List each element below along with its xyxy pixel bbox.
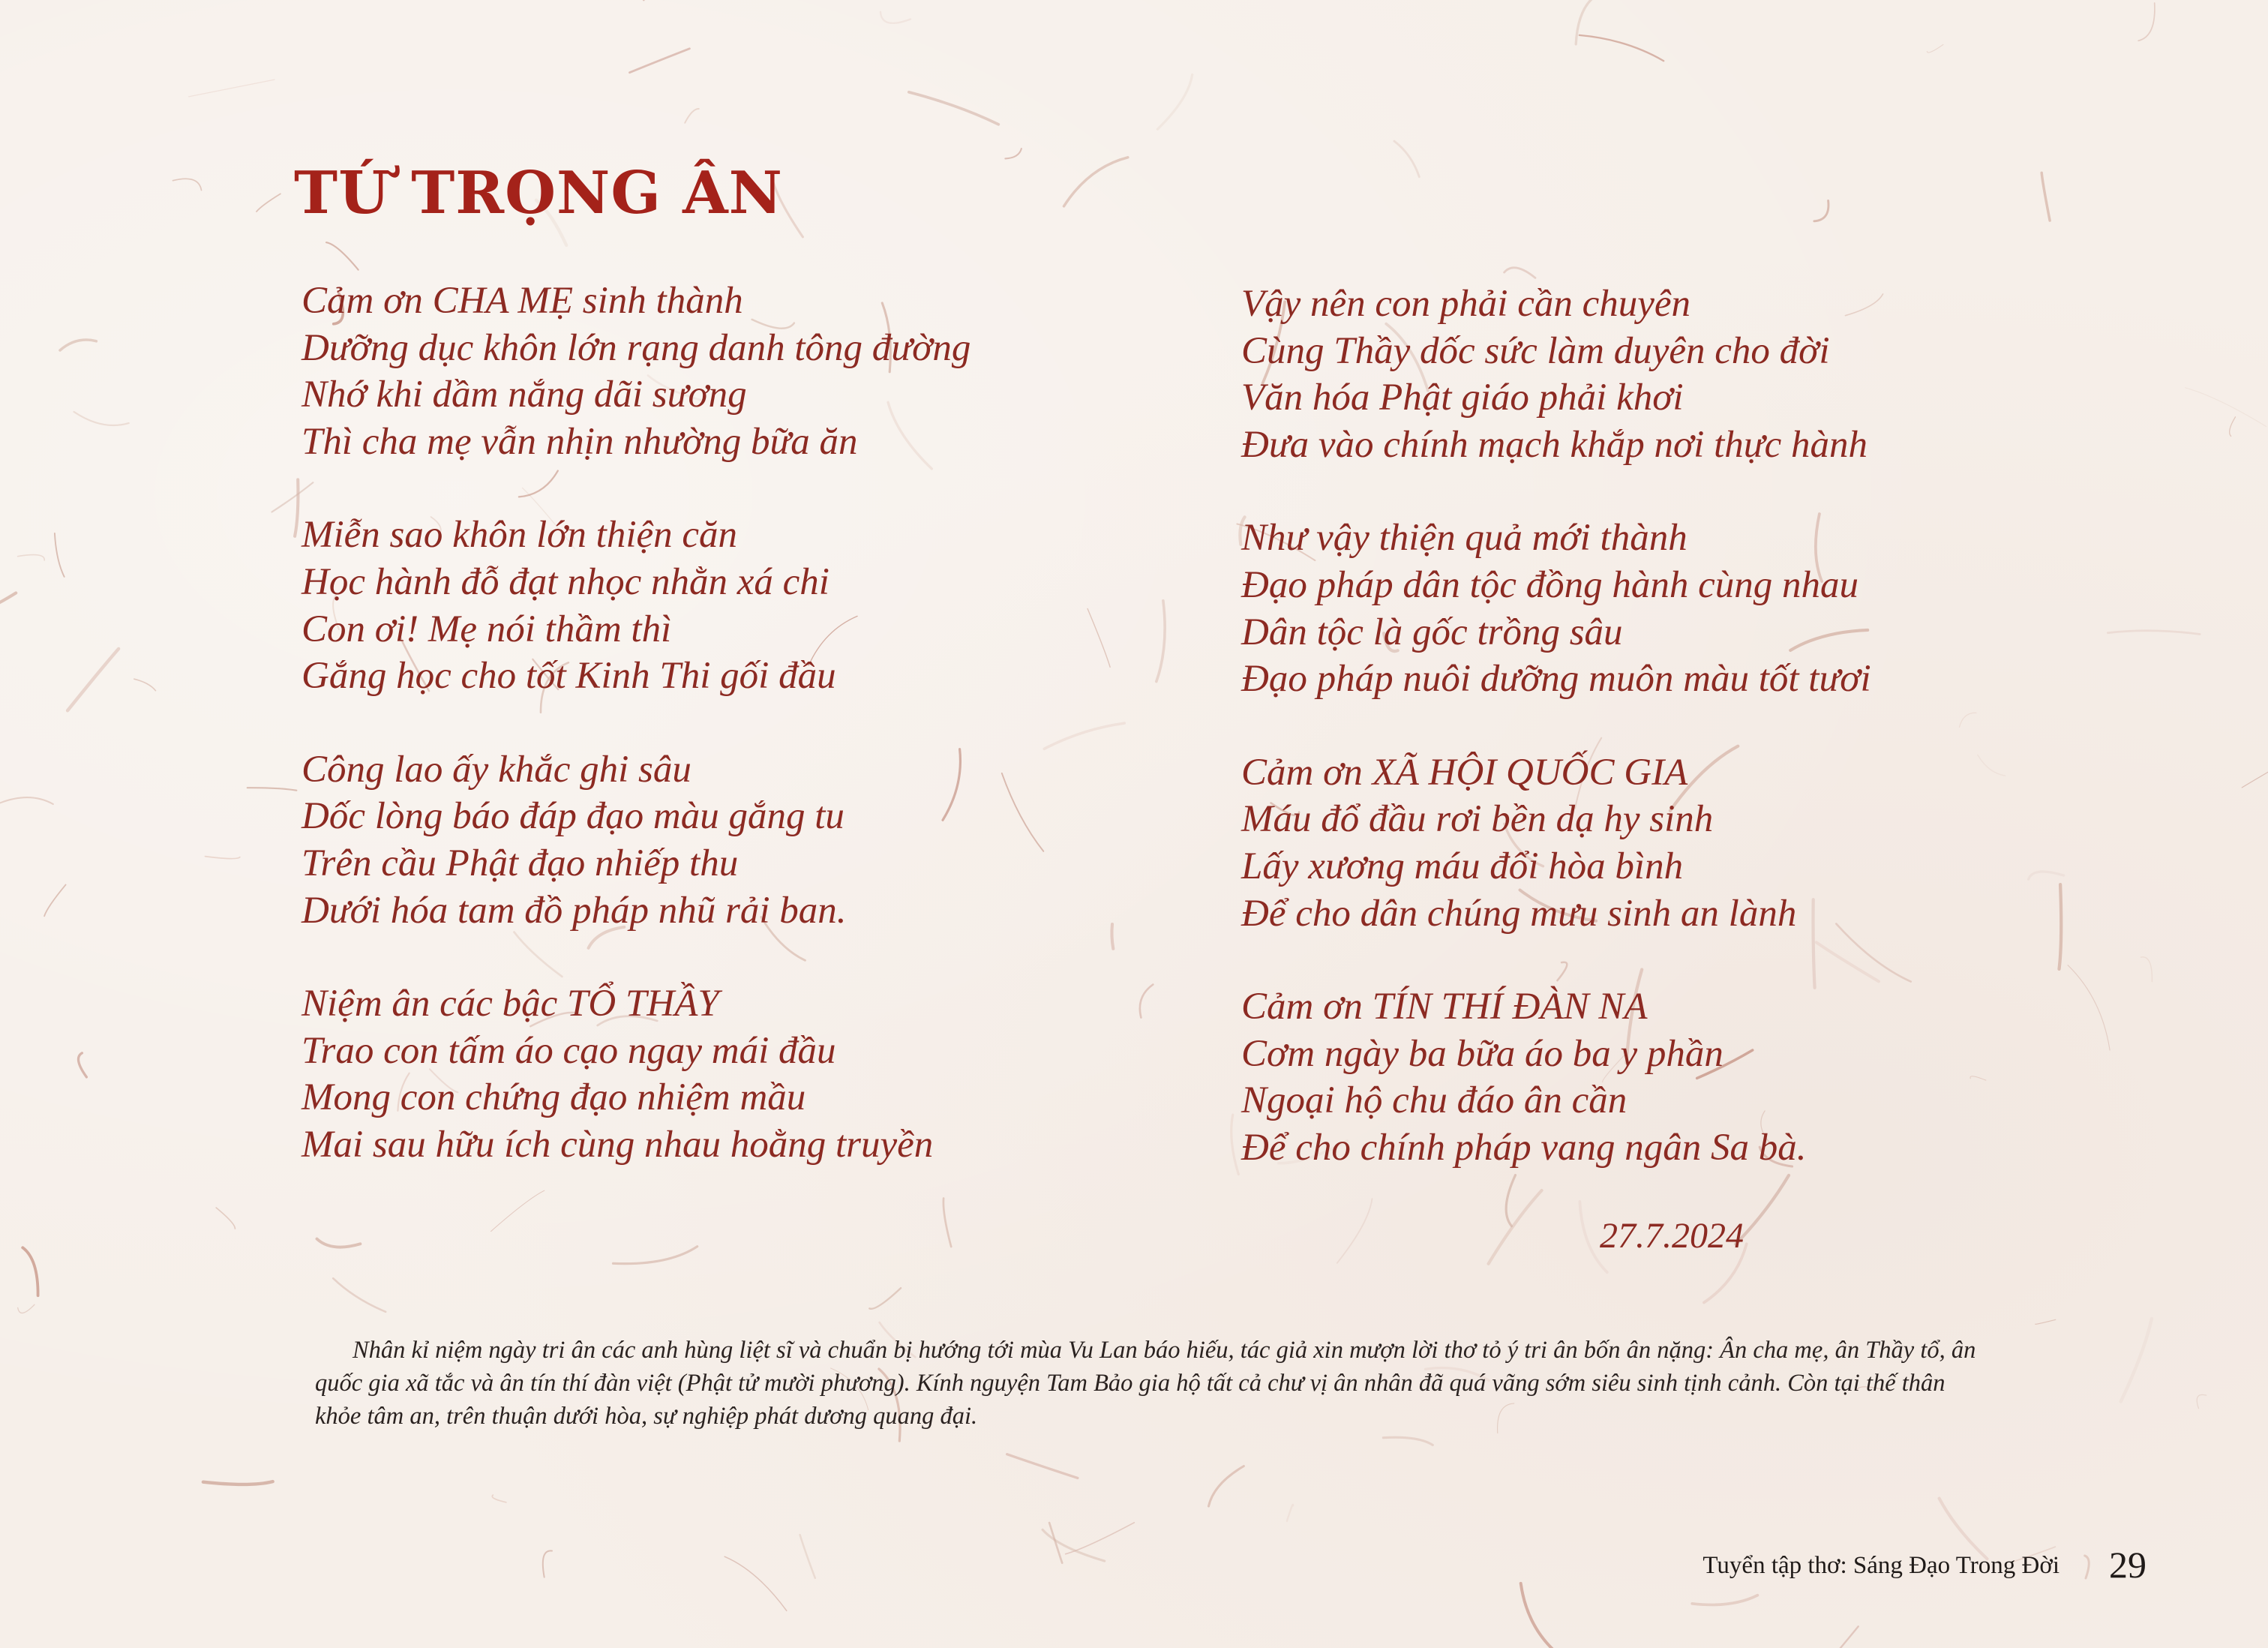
verse-line: Dưỡng dục khôn lớn rạng danh tông đường (302, 326, 971, 369)
stanza (302, 278, 1276, 465)
paper-fiber (685, 109, 699, 123)
paper-fiber (1007, 1454, 1078, 1478)
verse-line: Học hành đỗ đạt nhọc nhằn xá chi (302, 560, 830, 603)
paper-fiber (2036, 1319, 2056, 1324)
poem-right-column (1241, 281, 2216, 1218)
paper-fiber (2138, 3, 2155, 41)
verse-line: Cảm ơn CHA MẸ sinh thành (302, 280, 743, 322)
paper-fiber (256, 194, 280, 212)
poem-date: 27.7.2024 (1600, 1216, 1744, 1256)
paper-fiber (326, 242, 358, 270)
paper-fiber (0, 797, 52, 804)
verse-line: Cùng Thầy dốc sức làm duyên cho đời (1241, 329, 1830, 372)
paper-fiber (173, 179, 202, 190)
paper-fiber (18, 555, 45, 560)
paper-fiber (1504, 268, 1535, 278)
verse-line: Công lao ấy khắc ghi sâu (302, 748, 692, 791)
paper-fiber (2085, 1556, 2090, 1578)
paper-fiber (1814, 200, 1828, 221)
verse-line: Đạo pháp nuôi dưỡng muôn màu tốt tươi (1241, 658, 1871, 701)
verse-line: Cơm ngày ba bữa áo ba y phần (1241, 1032, 1724, 1075)
paper-fiber (543, 1550, 552, 1577)
verse-line: Như vậy thiện quả mới thành (1241, 517, 1688, 560)
stanza (302, 746, 1276, 934)
verse-line: Trao con tấm áo cạo ngay mái đầu (302, 1029, 836, 1072)
verse-line: Máu đổ đầu rơi bền dạ hy sinh (1241, 798, 1714, 841)
paper-fiber (60, 340, 96, 350)
paper-fiber (1064, 158, 1128, 206)
paper-fiber (880, 12, 910, 23)
paper-fiber (134, 679, 156, 691)
verse-line: Văn hóa Phật giáo phải khơi (1241, 377, 1684, 419)
paper-fiber (333, 1278, 386, 1312)
paper-fiber (2230, 417, 2236, 437)
verse-line: Dưới hóa tam đồ pháp nhũ rải ban. (302, 889, 847, 932)
verse-line: Đạo pháp dân tộc đồng hành cùng nhau (1241, 563, 1859, 606)
verse-line: Nhớ khi dầm nắng dãi sương (302, 374, 747, 416)
verse-line: Gắng học cho tốt Kinh Thi gối đầu (302, 655, 836, 698)
paper-fiber (2042, 173, 2050, 221)
verse-line: Vậy nên con phải cần chuyên (1241, 283, 1691, 325)
paper-fiber (216, 1208, 235, 1229)
author-note: Nhân kỉ niệm ngày tri ân các anh hùng liệt sĩ và chuẩn bị hướng tới mùa Vu Lan báo hiếu, tác giả xin mượn lời thơ tỏ ý tri ân bốn ân nặng: Ân cha mẹ, ân Thầy tổ, ân quốc gia xã tắc và ân tín thí đàn việt (Phật tử mười phương). Kính nguyện Tam Bảo gia hộ tất cả chư vị ân nhân đã quá vãng sớm siêu sinh tịnh cảnh. Còn tại thế thân khỏe tâm an, trên thuận dưới hòa, sự nghiệp phát dương quang đại. (315, 1337, 1976, 1430)
verse-line: Để cho chính pháp vang ngân Sa bà. (1241, 1126, 1807, 1169)
paper-fiber (1287, 1505, 1293, 1521)
paper-fiber (630, 49, 690, 73)
paper-fiber (22, 1247, 38, 1295)
verse-line: Mai sau hữu ích cùng nhau hoằng truyền (302, 1123, 934, 1166)
poem-left-column (302, 278, 1276, 1215)
paper-fiber (1209, 1466, 1244, 1507)
collection-title: Tuyển tập thơ: Sáng Đạo Trong Đời (1702, 1552, 2060, 1579)
paper-fiber (203, 1481, 273, 1484)
stanza (1241, 515, 2216, 702)
paper-fiber (1042, 1529, 1105, 1561)
stanza (302, 512, 1276, 699)
paper-fiber (869, 1288, 901, 1309)
paper-fiber (79, 1053, 87, 1077)
verse-line: Ngoại hộ chu đáo ân cần (1241, 1079, 1628, 1122)
paper-fiber (1804, 1626, 1858, 1648)
verse-line: Để cho dân chúng mưu sinh an lành (1241, 892, 1797, 935)
page-number: 29 (2109, 1544, 2146, 1586)
verse-line: Miễn sao khôn lớn thiện căn (302, 514, 738, 557)
paper-fiber (74, 412, 129, 425)
paper-fiber (1066, 1523, 1135, 1554)
paper-fiber (2197, 1394, 2206, 1408)
paper-fiber (1157, 75, 1192, 130)
stanza (1241, 983, 2216, 1171)
paper-fiber (189, 80, 275, 97)
paper-fiber (724, 1556, 787, 1610)
verse-line: Cảm ơn TÍN THÍ ĐÀN NA (1241, 986, 1648, 1028)
verse-line: Niệm ân các bậc TỔ THẦY (302, 983, 719, 1025)
paper-fiber (2242, 739, 2268, 788)
paper-fiber (1521, 1583, 1564, 1648)
paper-fiber (1927, 44, 1943, 53)
paper-fiber (317, 1239, 361, 1247)
paper-fiber (492, 1495, 506, 1502)
verse-line: Đưa vào chính mạch khắp nơi thực hành (1241, 423, 1868, 466)
paper-fiber (1940, 1499, 1988, 1559)
paper-fiber (55, 533, 64, 577)
verse-line: Dốc lòng báo đáp đạo màu gắng tu (302, 795, 844, 838)
paper-fiber (614, 1247, 698, 1264)
stanza (1241, 749, 2216, 937)
paper-fiber (800, 1535, 815, 1578)
paper-fiber (206, 857, 240, 859)
paper-fiber (1394, 141, 1419, 177)
stanza (1241, 281, 2216, 468)
verse-line: Lấy xương máu đổi hòa bình (1241, 845, 1684, 887)
verse-line: Cảm ơn XÃ HỘI QUỐC GIA (1241, 751, 1688, 794)
paper-fiber (0, 593, 16, 617)
verse-line: Dân tộc là gốc trồng sâu (1241, 611, 1623, 653)
verse-line: Mong con chứng đạo nhiệm mầu (302, 1076, 806, 1119)
stanza (302, 980, 1276, 1168)
paper-fiber (248, 788, 297, 791)
verse-line: Con ơi! Mẹ nói thầm thì (302, 608, 672, 650)
poem-title: TỨ TRỌNG ÂN (294, 159, 783, 227)
paper-fiber (1383, 1437, 1432, 1445)
paper-fiber (909, 92, 999, 125)
paper-fiber (1580, 35, 1664, 61)
paper-fiber (44, 884, 66, 916)
verse-line: Trên cầu Phật đạo nhiếp thu (302, 842, 739, 884)
verse-line: Thì cha mẹ vẫn nhịn nhường bữa ăn (302, 420, 858, 463)
paper-fiber (18, 1304, 34, 1313)
paper-fiber (68, 649, 118, 710)
paper-fiber (295, 479, 298, 536)
paper-fiber (1005, 149, 1022, 158)
paper-fiber (1692, 1595, 1757, 1605)
paper-fiber (2121, 1319, 2152, 1401)
